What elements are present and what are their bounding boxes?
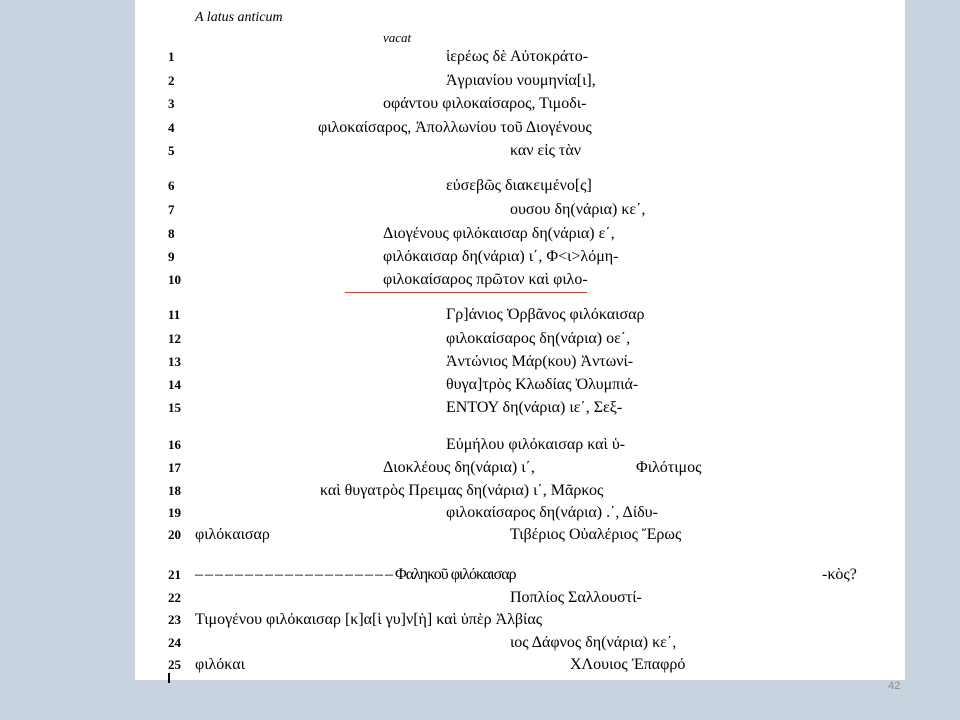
line-number: 7	[168, 202, 175, 217]
line-text: φιλοκαίσαρος πρῶτον καὶ φιλο-	[383, 271, 588, 288]
line-number: 16	[168, 437, 181, 452]
line-number: 2	[168, 73, 175, 88]
line-text: φιλόκαισαρ δη(νάρια) ι΄, Φ<ι>λόμη-	[383, 248, 619, 265]
line-number: 24	[168, 635, 181, 650]
line-text: Γρ]άνιος Ὀρβᾶνος φιλόκαισαρ	[446, 306, 645, 323]
line-text: φιλοκαίσαρος, Ἀπολλωνίου τοῦ Διογένους	[318, 119, 592, 136]
line-number: 9	[168, 249, 175, 264]
line-text: Διοκλέους δη(νάρια) ι΄,	[383, 459, 535, 476]
line-text: Ποπλίος Σαλλουστί-	[510, 589, 642, 606]
line-text: ουσου δη(νάρια) κε΄,	[510, 201, 646, 218]
inscription-line	[0, 588, 960, 608]
line-text: φιλοκαίσαρος δη(νάρια) οε΄,	[446, 330, 631, 347]
line-text: καν εἰς τὰν	[510, 142, 581, 159]
inscription-line	[0, 398, 960, 418]
inscription-line	[0, 503, 960, 523]
line-text: ιος Δάφνος δη(νάρια) κε΄,	[510, 634, 677, 651]
line-text: θυγα]τρὸς Κλωδίας Ὀλυμπιά-	[446, 376, 639, 393]
line-number: 18	[168, 483, 181, 498]
inscription-line	[0, 352, 960, 372]
inscription-line	[0, 481, 960, 501]
line-number: 20	[168, 527, 181, 542]
inscription-line	[0, 247, 960, 267]
section-header: A latus anticum	[195, 10, 283, 25]
line-text: ἱερέως δὲ Αὐτοκράτο-	[446, 48, 589, 65]
line-number: 12	[168, 331, 181, 346]
inscription-line	[0, 224, 960, 244]
line-text: – – – – – – – – – – – – – – – – – – – – Φαληκοῦ φιλόκαισαρ	[195, 566, 516, 583]
vacat-note: vacat	[383, 30, 412, 45]
line-text: Ἀγριανίου νουμηνία[ι],	[446, 72, 596, 89]
inscription-line	[0, 71, 960, 91]
inscription-line	[0, 141, 960, 161]
inscription-line	[0, 525, 960, 545]
line-number: 17	[168, 460, 181, 475]
line-text: Φιλότιμος	[636, 459, 702, 476]
inscription-line	[0, 118, 960, 138]
inscription-line	[0, 610, 960, 630]
line-number: 19	[168, 505, 181, 520]
inscription-line	[0, 47, 960, 67]
line-text: εὐσεβῶς διακειμένο[ς]	[446, 177, 592, 194]
inscription-line	[0, 329, 960, 349]
inscription-line	[0, 435, 960, 455]
line-number: 4	[168, 120, 175, 135]
inscription-line	[0, 270, 960, 290]
line-number: 22	[168, 590, 181, 605]
line-text: Τιμογένου φιλόκαισαρ [κ]α[ὶ γυ]ν[ὴ] καὶ ὑπὲρ Ἀλβίας	[195, 611, 543, 628]
line-text: Τιβέριος Οὐαλέριος Ἔρως	[510, 526, 682, 543]
line-text: -κὸς?	[822, 566, 857, 583]
line-text: φιλόκαι	[195, 656, 245, 673]
line-number: 3	[168, 96, 175, 111]
inscription-line	[0, 458, 960, 478]
line-text: ΧΛουιος Ἐπαφρό	[570, 656, 686, 673]
inscription-line	[0, 200, 960, 220]
line-number: 21	[168, 567, 181, 582]
line-number: 13	[168, 354, 181, 369]
inscription-line	[0, 633, 960, 653]
line-text: Εὐμήλου φιλόκαισαρ καὶ ὑ-	[446, 436, 626, 453]
line-number: 6	[168, 178, 175, 193]
line-text: φιλόκαισαρ	[195, 526, 270, 543]
slide-number: 42	[888, 680, 901, 692]
line-number: 8	[168, 226, 175, 241]
text-cursor	[168, 673, 170, 683]
line-text: Διογένους φιλόκαισαρ δη(νάρια) ε΄,	[383, 225, 615, 242]
line-text: ΕΝΤΟΥ δη(νάρια) ιε΄, Σεξ-	[446, 399, 623, 416]
line-number: 11	[168, 307, 181, 322]
inscription-line	[0, 655, 960, 675]
line-number: 25	[168, 657, 181, 672]
line-number: 5	[168, 143, 175, 158]
inscription-line	[0, 305, 960, 325]
line-text: οφάντου φιλοκαίσαρος, Τιμοδι-	[383, 95, 587, 112]
line-number: 1	[168, 49, 175, 64]
line-text: Ἀντώνιος Μάρ(κου) Ἀντωνί-	[446, 353, 634, 370]
line-text: καὶ θυγατρὸς Πρειμας δη(νάρια) ι΄, Μᾶρκος	[320, 482, 604, 499]
inscription-line	[0, 94, 960, 114]
line-number: 10	[168, 272, 181, 287]
line-text: φιλοκαίσαρος δη(νάρια) .΄, Δίδυ-	[446, 504, 658, 521]
inscription-line	[0, 565, 960, 585]
inscription-line	[0, 176, 960, 196]
line-number: 23	[168, 612, 181, 627]
inscription-line	[0, 375, 960, 395]
red-underline-divider	[345, 292, 587, 293]
line-number: 15	[168, 400, 181, 415]
line-number: 14	[168, 377, 181, 392]
